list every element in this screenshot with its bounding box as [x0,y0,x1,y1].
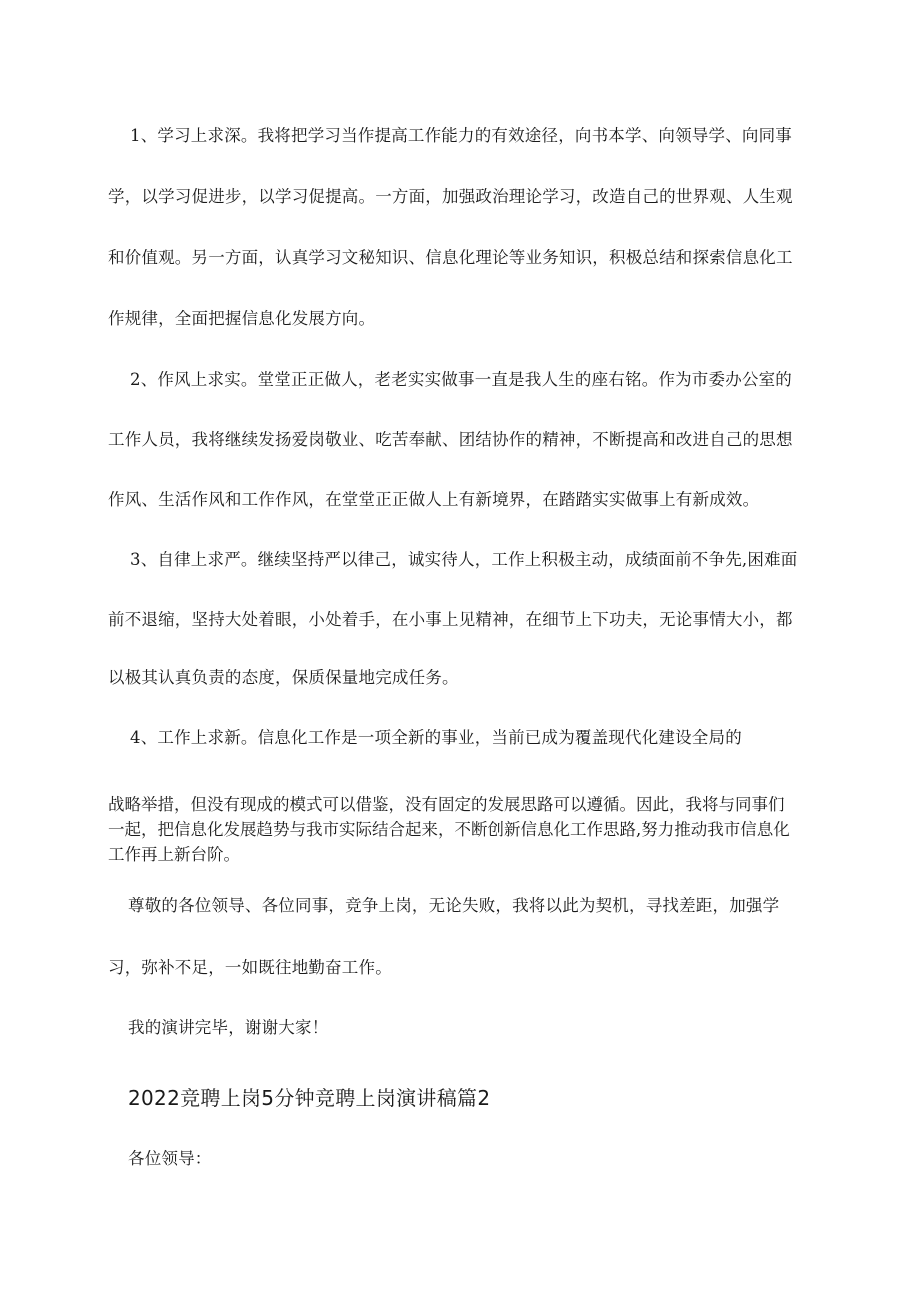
salutation: 各位领导： [128,1149,212,1168]
closing-line: 我的演讲完毕，谢谢大家！ [128,1018,329,1037]
para3-line2: 前不退缩，坚持大处着眼，小处着手，在小事上见精神，在细节上下功夫，无论事情大小，都 [108,610,793,629]
para4-line4: 工作再上新台阶。 [108,845,240,864]
para4-line2: 战略举措，但没有现成的模式可以借鉴，没有固定的发展思路可以遵循。因此，我将与同事们 [108,795,785,814]
para3-line3: 以极其认真负责的态度，保质保量地完成任务。 [108,668,459,687]
para2-line1: 2、作风上求实。堂堂正正做人，老老实实做事一直是我人生的座右铭。作为市委办公室的 [130,370,792,389]
para2-line2: 工作人员，我将继续发扬爱岗敬业、吃苦奉献、团结协作的精神，不断提高和改进自己的思想 [108,430,793,449]
para1-line4: 作规律，全面把握信息化发展方向。 [108,309,376,328]
para4-line1: 4、工作上求新。信息化工作是一项全新的事业，当前已成为覆盖现代化建设全局的 [130,728,742,747]
para2-line3: 作风、生活作风和工作作风，在堂堂正正做人上有新境界，在踏踏实实做事上有新成效。 [108,490,760,509]
para3-line1: 3、自律上求严。继续坚持严以律己，诚实待人，工作上积极主动，成绩面前不争先,困难面 [130,550,798,569]
para1-line2: 学，以学习促进步，以学习促提高。一方面，加强政治理论学习，改造自己的世界观、人生观 [108,187,793,206]
para1-line1: 1、学习上求深。我将把学习当作提高工作能力的有效途径，向书本学、向领导学、向同事 [130,126,792,145]
para1-line3: 和价值观。另一方面，认真学习文秘知识、信息化理论等业务知识，积极总结和探索信息化工 [108,248,793,267]
para5-line2: 习，弥补不足，一如既往地勤奋工作。 [108,958,392,977]
para5-line1: 尊敬的各位领导、各位同事，竞争上岗，无论失败，我将以此为契机，寻找差距，加强学 [128,896,780,915]
para4-line3: 一起，把信息化发展趋势与我市实际结合起来，不断创新信息化工作思路,努力推动我市信息化 [108,820,790,839]
section-heading: 2022竞聘上岗5分钟竞聘上岗演讲稿篇2 [128,1086,491,1110]
